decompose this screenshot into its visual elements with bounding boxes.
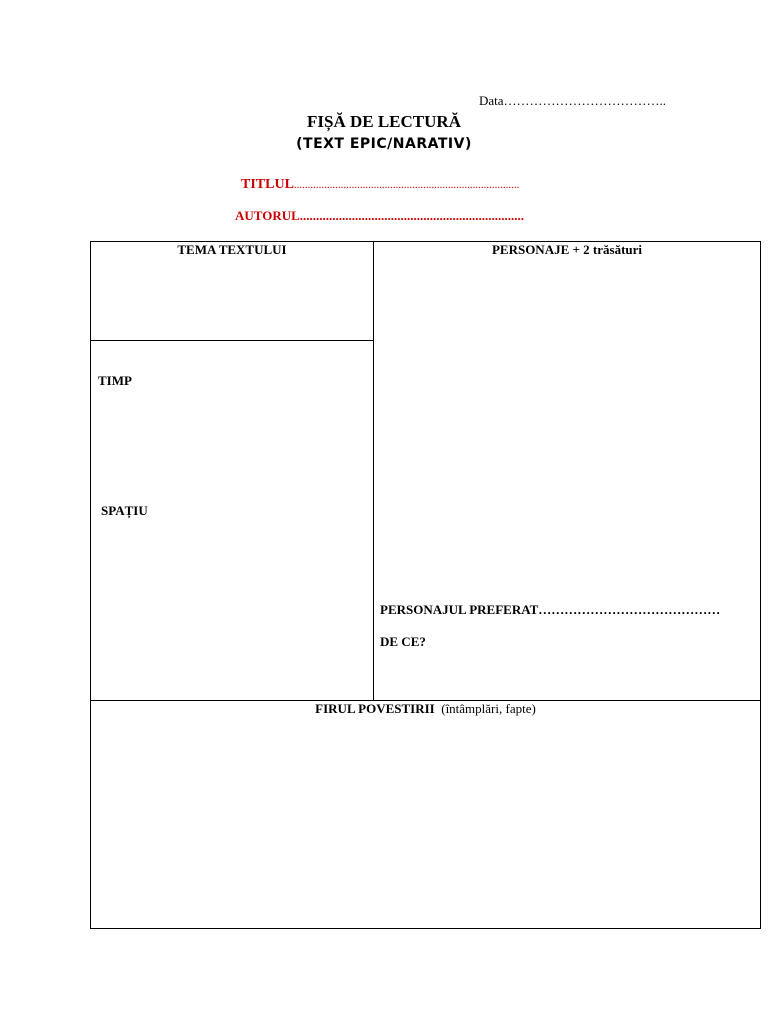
why-label: DE CE? [380, 634, 426, 649]
column-divider [373, 242, 374, 700]
author-field[interactable]: AUTORUL..................................................................... [235, 208, 525, 223]
favorite-character-field[interactable]: PERSONAJUL PREFERAT…………………………………… [380, 602, 721, 617]
book-title-blank[interactable]: .................................................................................. [293, 179, 520, 191]
worksheet-table [90, 241, 761, 929]
plot-header-label: FIRUL POVESTIRII [315, 701, 435, 716]
page-subtitle: (TEXT EPIC/NARATIV) [296, 136, 472, 152]
book-title-label: TITLUL [241, 177, 294, 192]
date-field[interactable]: Data……………………………….. [479, 93, 667, 108]
plot-header-hint: (întâmplări, fapte) [441, 701, 536, 716]
time-label: TIMP [98, 373, 132, 388]
book-title-field[interactable] [241, 177, 519, 193]
theme-row-divider [91, 340, 374, 341]
theme-header: TEMA TEXTULUI [177, 242, 287, 257]
characters-header: PERSONAJE + 2 trăsături [491, 242, 643, 257]
plot-header [91, 701, 760, 717]
space-label: SPAȚIU [101, 503, 148, 518]
page-title: FIȘĂ DE LECTURĂ [307, 112, 461, 131]
